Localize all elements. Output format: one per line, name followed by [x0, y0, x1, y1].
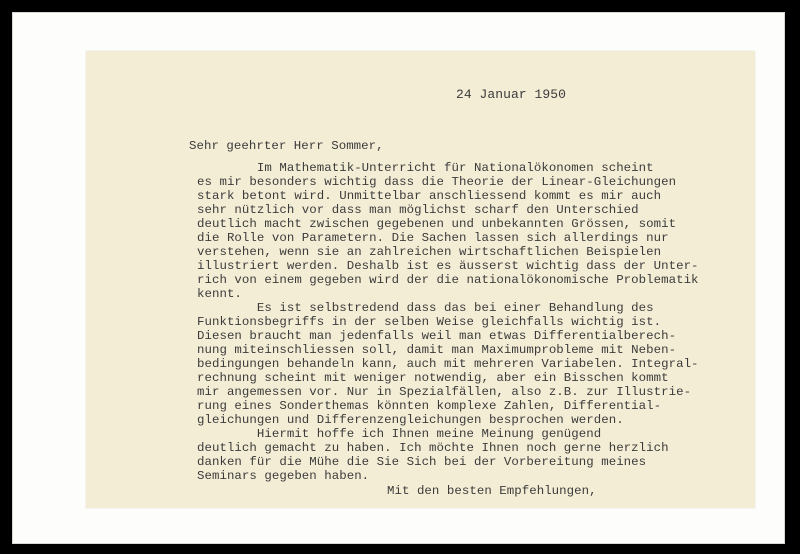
letter-date: 24 Januar 1950: [456, 87, 566, 102]
body-line: deutlich macht zwischen gegebenen und unbekannten Grössen, somit: [197, 217, 677, 231]
body-line: Im Mathematik-Unterricht für Nationalökonomen scheint: [197, 161, 654, 175]
body-line: kennt.: [197, 287, 242, 301]
letter-closing: Mit den besten Empfehlungen,: [387, 484, 597, 498]
body-line: Seminars gegeben haben.: [197, 469, 370, 483]
body-line: danken für die Mühe die Sie Sich bei der Vorbereitung meines: [197, 455, 647, 469]
body-line: die Rolle von Parametern. Die Sachen lassen sich allerdings nur: [197, 231, 669, 245]
letter-sheet: [86, 51, 755, 508]
body-line: mir angemessen vor. Nur in Spezialfällen, also z.B. zur Illustrie-: [197, 385, 692, 399]
body-line: rechnung scheint mit weniger notwendig, aber ein Bisschen kommt: [197, 371, 669, 385]
archive-mount: [12, 12, 785, 544]
body-line: gleichungen und Differenzengleichungen besprochen werden.: [197, 413, 624, 427]
body-line: stark betont wird. Unmittelbar anschliessend kommt es mir auch: [197, 189, 662, 203]
body-line: nung miteinschliessen soll, damit man Maximumprobleme mit Neben-: [197, 343, 677, 357]
body-line: bedingungen behandeln kann, auch mit mehreren Variabelen. Integral-: [197, 357, 699, 371]
body-line: illustriert werden. Deshalb ist es äusserst wichtig dass der Unter-: [197, 259, 699, 273]
body-line: Diesen braucht man jedenfalls weil man etwas Differentialberech-: [197, 329, 677, 343]
body-line: verstehen, wenn sie an zahlreichen wirtschaftlichen Beispielen: [197, 245, 662, 259]
body-line: sehr nützlich vor dass man möglichst scharf den Unterschied: [197, 203, 639, 217]
body-line: Es ist selbstredend dass das bei einer Behandlung des: [197, 301, 654, 315]
body-line: rung eines Sonderthemas könnten komplexe Zahlen, Differential-: [197, 399, 662, 413]
body-line: deutlich gemacht zu haben. Ich möchte Ihnen noch gerne herzlich: [197, 441, 669, 455]
body-line: rich von einem gegeben wird der die nationalökonomische Problematik: [197, 273, 699, 287]
letter-salutation: Sehr geehrter Herr Sommer,: [189, 139, 384, 153]
body-line: Hiermit hoffe ich Ihnen meine Meinung genügend: [197, 427, 602, 441]
body-line: Funktionsbegriffs in der selben Weise gleichfalls wichtig ist.: [197, 315, 662, 329]
body-line: es mir besonders wichtig dass die Theorie der Linear-Gleichungen: [197, 175, 677, 189]
